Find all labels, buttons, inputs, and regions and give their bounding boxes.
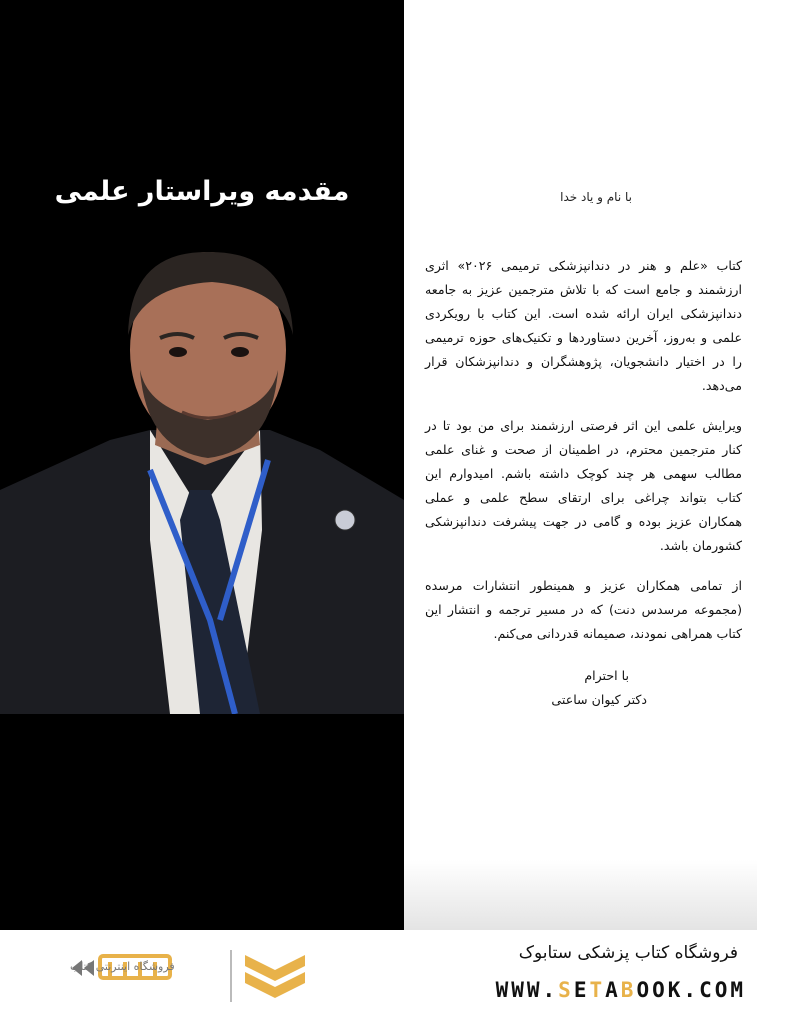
page-shadow [404,860,758,930]
logo-caption: فروشگاه اینترنتی کتاب [70,960,175,973]
url-letter-e: E [573,978,590,1002]
paragraph-intro: کتاب «علم و هنر در دندانپزشکی ترمیمی ۲۰۲۶» اثری ارزشمند و جامع است که با تلاش مترجمین عزیز به جامعه دندانپزشکی ایران ارائه شده است. این کتاب با رویکردی علمی و به‌روز، آخرین دستاوردها و تکنیک‌های حوزه ترمیمی را در اختیار دانشجویان، پژوهشگران و دندانپزشکان قرار می‌دهد. [425,258,742,393]
basmala: با نام و یاد خدا [560,190,632,204]
url-letter-b: B [620,978,637,1002]
closing-text: با احترام [584,668,629,683]
page-title: مقدمه ویراستار علمی [54,176,350,207]
website-url[interactable] [400,978,746,1002]
logo-divider [230,950,232,1002]
url-letter-s: S [558,978,574,1002]
url-letter-o1: O [636,978,653,1002]
url-letter-k: K [667,978,684,1002]
signature: دکتر کیوان ساعتی [551,692,647,707]
url-letter-t: T [589,978,606,1002]
paragraph-thanks: از تمامی همکاران عزیز و همینطور انتشارات مرسده (مجموعه مرسدس دنت) که در مسیر ترجمه و انتشار این کتاب همراهی نمودند، صمیمانه قدردانی می‌کنم. [425,578,742,641]
store-name: فروشگاه کتاب پزشکی ستابوک [518,943,738,963]
page-edge [757,0,788,930]
url-letter-o2: O [652,978,668,1002]
url-prefix: WWW. [495,978,559,1002]
chevron-logo-icon [240,950,310,1004]
editor-portrait [0,240,404,714]
url-suffix: .COM [683,978,746,1002]
paragraph-editing: ویرایش علمی این اثر فرصتی ارزشمند برای من بود تا در کنار مترجمین محترم، در اطمینان از صحت و غنای علمی مطالب سهمی هر چند کوچک داشته باشم. امیدوارم این کتاب بتواند چراغی برای ارتقای سطح علمی و عملی همکاران عزیز بوده و گامی در جهت پیشرفت دندانپزشکی کشورمان باشد. [425,418,742,553]
url-letter-a: A [605,978,621,1002]
